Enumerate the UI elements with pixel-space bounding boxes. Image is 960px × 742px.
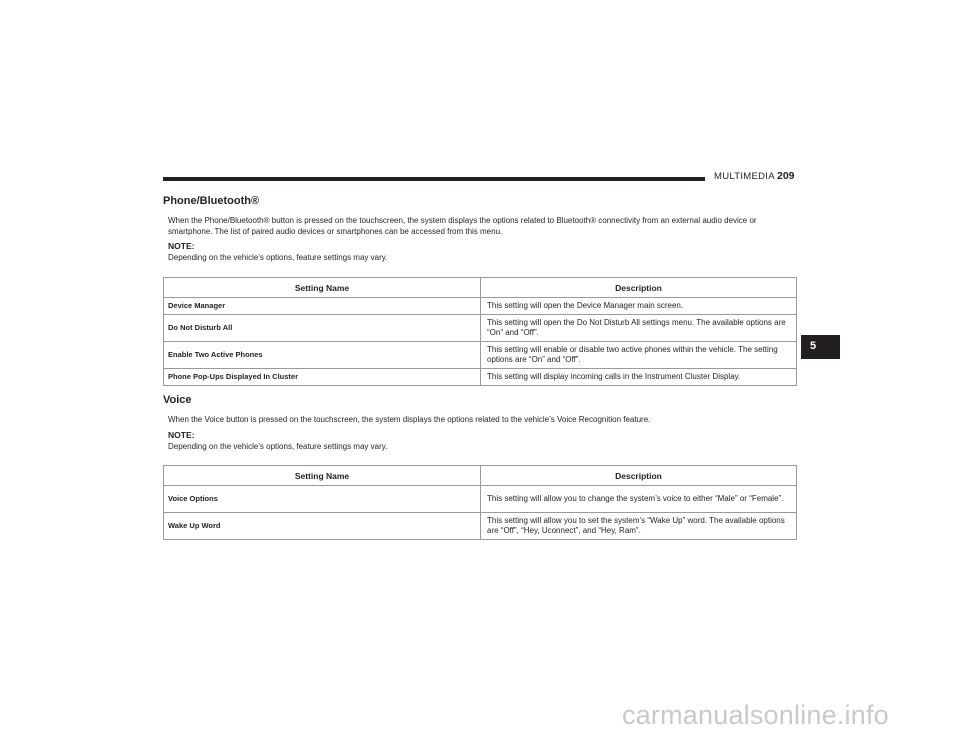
- voice-settings-table: [163, 465, 797, 540]
- phone-bluetooth-settings-table: [163, 277, 797, 386]
- column-header-setting-name: Setting Name: [164, 466, 481, 486]
- setting-name-cell: Enable Two Active Phones: [164, 342, 481, 369]
- watermark: carmanualsonline.info: [622, 700, 889, 730]
- setting-description-cell: This setting will open the Do Not Disturb All settings menu. The available options are “On” and “Off”.: [481, 315, 797, 342]
- table-row: [164, 369, 797, 386]
- section-heading-voice: Voice: [163, 394, 192, 406]
- column-header-description: Description: [481, 466, 797, 486]
- section-heading-phone-bluetooth: Phone/Bluetooth®: [163, 195, 260, 207]
- phone-bluetooth-note: [168, 241, 798, 263]
- setting-name-cell: Device Manager: [164, 298, 481, 315]
- column-header-description: Description: [481, 278, 797, 298]
- setting-description-cell: This setting will allow you to set the system’s “Wake Up” word. The available options are “Off”, “Hey, Uconnect”, and “Hey, Ram”.: [481, 513, 797, 540]
- setting-name-cell: Do Not Disturb All: [164, 315, 481, 342]
- table-header-row: [164, 466, 797, 486]
- table-row: [164, 298, 797, 315]
- setting-description-cell: This setting will display incoming calls in the Instrument Cluster Display.: [481, 369, 797, 386]
- setting-description-cell: This setting will open the Device Manager main screen.: [481, 298, 797, 315]
- phone-bluetooth-intro: When the Phone/Bluetooth® button is pressed on the touchscreen, the system displays the options related to Bluetooth® connectivity from an external audio device or smartphone. The list of paired audio devices or smartphones can be accessed from this menu.: [168, 216, 757, 236]
- column-header-setting-name: Setting Name: [164, 278, 481, 298]
- setting-name-cell: Phone Pop-Ups Displayed In Cluster: [164, 369, 481, 386]
- chapter-tab: 5: [801, 335, 840, 359]
- header-rule: [163, 177, 705, 181]
- voice-note: [168, 430, 798, 452]
- setting-description-cell: This setting will allow you to change the system’s voice to either “Male” or “Female”.: [481, 486, 797, 513]
- setting-name-cell: Voice Options: [164, 486, 481, 513]
- table-row: [164, 513, 797, 540]
- table-row: [164, 342, 797, 369]
- note-label: NOTE:: [168, 241, 195, 251]
- table-row: [164, 315, 797, 342]
- page-number: 209: [777, 170, 795, 182]
- setting-name-cell: Wake Up Word: [164, 513, 481, 540]
- voice-intro: When the Voice button is pressed on the touchscreen, the system displays the options related to the vehicle’s Voice Recognition feature.: [168, 415, 651, 424]
- note-text: Depending on the vehicle’s options, feature settings may vary.: [168, 442, 388, 451]
- setting-description-cell: This setting will enable or disable two active phones within the vehicle. The setting options are “On” and “Off”.: [481, 342, 797, 369]
- table-header-row: [164, 278, 797, 298]
- table-row: [164, 486, 797, 513]
- note-label: NOTE:: [168, 430, 195, 440]
- note-text: Depending on the vehicle’s options, feature settings may vary.: [168, 253, 388, 262]
- running-header-section: MULTIMEDIA: [714, 171, 775, 182]
